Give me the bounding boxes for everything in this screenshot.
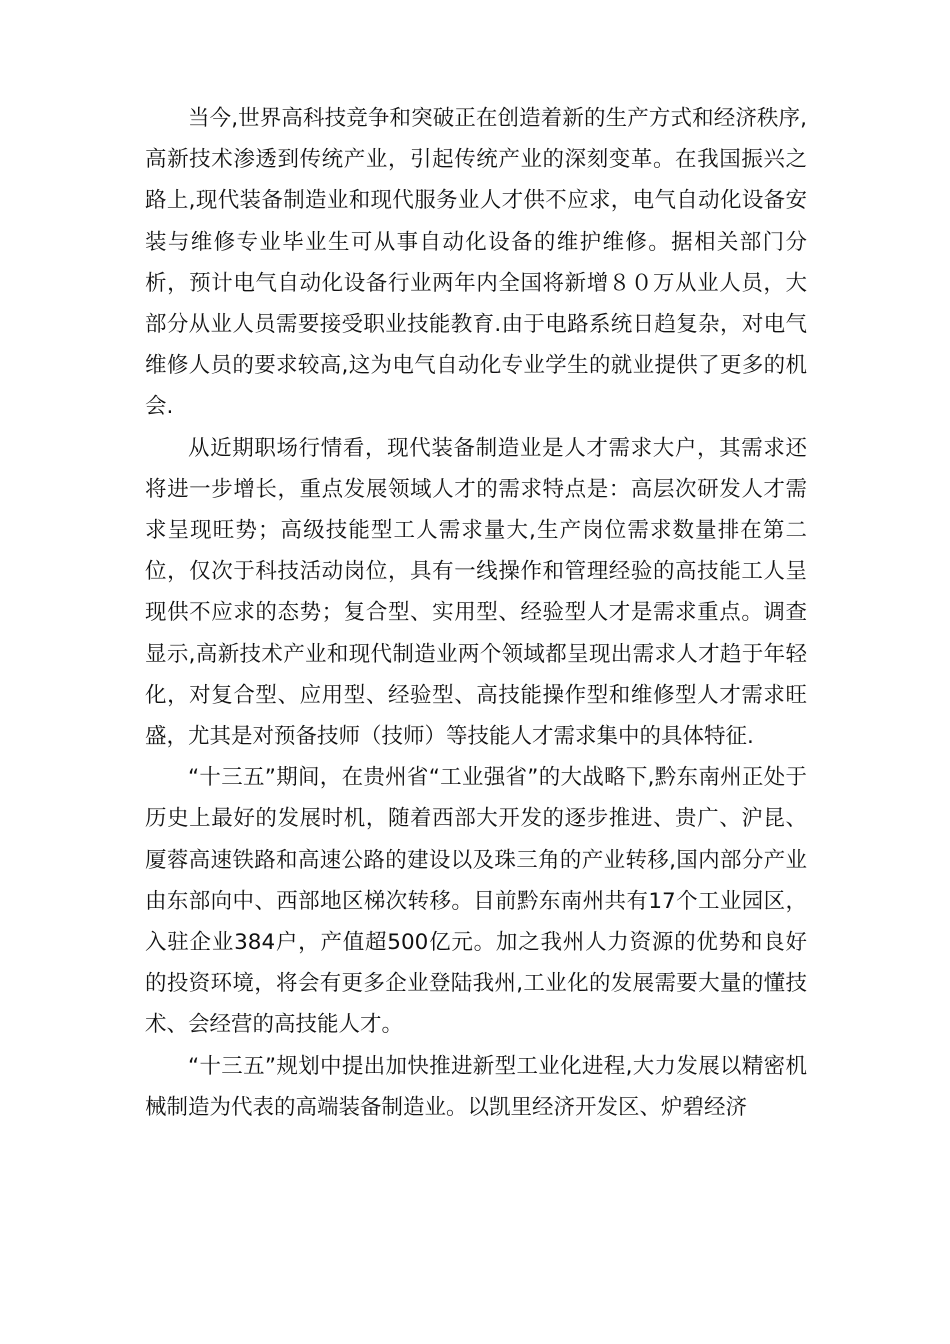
paragraph-2: 从近期职场行情看，现代装备制造业是人才需求大户，其需求还将进一步增长，重点发展领域人才的需求特点是：高层次研发人才需求呈现旺势；高级技能型工人需求量大,生产岗位需求数量排在第二位，仅次于科技活动岗位，具有一线操作和管理经验的高技能工人呈现供不应求的态势；复合型、实用型、经验型人才是需求重点。调查显示,高新技术产业和现代制造业两个领域都呈现出需求人才趋于年轻化，对复合型、应用型、经验型、高技能操作型和维修型人才需求旺盛，尤其是对预备技师（技师）等技能人才需求集中的具体特征. xyxy=(145,435,807,750)
paragraph-1: 当今,世界高科技竞争和突破正在创造着新的生产方式和经济秩序,高新技术渗透到传统产业，引起传统产业的深刻变革。在我国振兴之路上,现代装备制造业和现代服务业人才供不应求，电气自动化设备安装与维修专业毕业生可从事自动化设备的维护维修。据相关部门分析，预计电气自动化设备行业两年内全国将新增８０万从业人员，大部分从业人员需要接受职业技能教育.由于电路系统日趋复杂，对电气维修人员的要求较高,这为电气自动化专业学生的就业提供了更多的机会. xyxy=(145,106,807,420)
body-text xyxy=(145,98,807,1128)
paragraph-4: “十三五”规划中提出加快推进新型工业化进程,大力发展以精密机械制造为代表的高端装备制造业。以凯里经济开发区、炉碧经济 xyxy=(145,1053,807,1120)
paragraph-3: “十三五”期间，在贵州省“工业强省”的大战略下,黔东南州正处于历史上最好的发展时机，随着西部大开发的逐步推进、贵广、沪昆、厦蓉高速铁路和高速公路的建设以及珠三角的产业转移,国内部分产业由东部向中、西部地区梯次转移。目前黔东南州共有17个工业园区，入驻企业384户，产值超500亿元。加之我州人力资源的优势和良好的投资环境，将会有更多企业登陆我州,工业化的发展需要大量的懂技术、会经营的高技能人才。 xyxy=(145,765,807,1038)
